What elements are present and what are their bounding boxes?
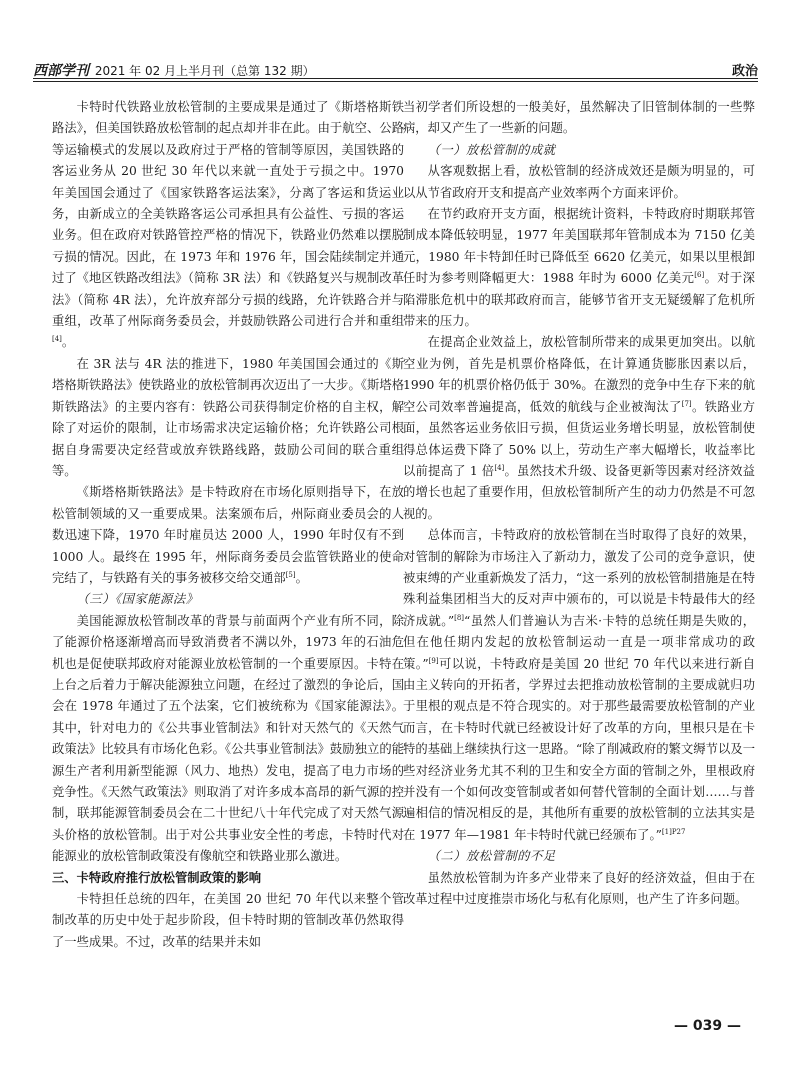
issue-info: 2021 年 02 月上半月刊（总第 132 期） (94, 64, 315, 78)
header-rule (33, 81, 758, 82)
citation: [6] (694, 271, 705, 280)
subsection-heading: （三）《国家能源法》 (76, 592, 199, 607)
section-heading: 三、卡特政府推行放松管制政策的影响 (52, 870, 262, 885)
paragraph: 从客观数据上看，放松管制的经济成效还是颇为明显的，可以从节省政府开支和提高产业效率两个方面来评价。 (403, 164, 755, 200)
paragraph: 总体而言，卡特政府的放松管制在当时取得了良好的效果，对管制的解除为市场注入了新动力，激发了公司的竞争意识，使被束缚的产业重新焕发了活力，“这一系列的放松管制措施是在特殊利益集团相当大的反对声中颁布的，可以说是卡特最伟大的经济成就。”[8]“虽然人们普遍认为吉米·卡特的总统任期是失败的，但在他任期内发起的放松管制运动一直是一项非常成功的政策。”[9]可以说，卡特政府是美国 20 世纪 70 年代以来进行新自由主义转向的开拓者，学界过去把推动放松管制的主要成就归功于里根的观点是不符合现实的。对于那些最需要放松管制的产业而言，在卡特时代就已经被设计好了改革的方向，里根只是在卡特的基础上继续执行这一思路。“除了削减政府的繁文缛节以及一些对经济业务尤其不利的卫生和安全方面的管制之外，里根政府并没有一个如何改变管制或者如何替代管制的全面计划……与普遍相信的情况相反的是，其他所有重要的放松管制的立法其实是在 1977 年—1981 年卡特时代就已经颁布了。”$^{[1]P27}$ (403, 528, 755, 842)
citation: [8] (454, 613, 465, 622)
paragraph: 卡特时代铁路业放松管制的主要成果是通过了《斯塔格斯铁路法》，但美国铁路放松管制的起点却并非在此。由于航空、公路等运输模式的发展以及政府过于严格的管制等原因，美国铁路的客运业务从 20 世纪 30 年代以来就一直处于亏损之中。1970 年美国国会通过了《国家铁路客运法案》，分离了客运和货运业务，由新成立的全美铁路客运公司承担具有公益性、亏损的客运业务。但在政府对铁路管控严格的情况下，铁路业仍然难以摆脱亏损的情况。因此，在 1973 年和 1976 年，国会陆续制定并通过了《地区铁路改组法》（简称 3R 法）和《铁路复兴与规制改革法》（简称 4R 法），允许放弃部分亏损的线路，允许铁路合并与重组，改革了州际商务委员会，并鼓励铁路公司进行合并和重组[4]。 (52, 100, 404, 350)
paragraph: 《斯塔格斯铁路法》是卡特政府在市场化原则指导下，在放松管制领域的又一重要成果。法案颁布后，州际商业委员会的人数迅速下降，1970 年时雇员达 2000 人，1990 年时仅有不到 1000 人。最终在 1995 年，州际商务委员会监管铁路业的使命完结了，与铁路有关的事务被移交给交通部[5]。 (52, 485, 404, 585)
journal-name: 西部学刊 (33, 63, 89, 79)
citation: [7] (681, 399, 692, 408)
subsection-heading: （二）放松管制的不足 (427, 849, 556, 864)
citation: [4] (52, 335, 62, 344)
paragraph: 在节约政府开支方面，根据统计资料，卡特政府时期联邦管制成本降低较明显，1977 年美国联邦年管制成本为 7150 亿美元，1980 年卡特卸任时已降低至 6620 亿美元，如果以里根卸任时为参考则降幅更大：1988 年时为 6000 亿美元[6]。对于深陷滞胀危机中的联邦政府而言，能够节省开支无疑缓解了危机所带来的压力。 (403, 207, 755, 329)
paragraph: 美国能源放松管制改革的背景与前面两个产业有所不同，除了能源价格逐渐增高而导致消费者不满以外，1973 年的石油危机也是促使联邦政府对能源业放松管制的一个重要原因。卡特在上台之后着力于解决能源独立问题，在经过了激烈的争论后，国会在 1978 年通过了五个法案，它们被统称为《国家能源法》。其中，针对电力的《公共事业管制法》和针对天然气的《天然气政策法》比较具有市场化色彩。《公共事业管制法》鼓励独立的能源生产者利用新型能源（风力、地热）发电，提高了电力市场的竞争性。《天然气政策法》则取消了对许多成本高昂的新气源的控制，联邦能源管制委员会在二十世纪八十年代完成了对天然气源头价格的放松管制。出于对公共事业安全性的考虑，卡特时代对能源业的放松管制政策没有像航空和铁路业那么激进。 (52, 613, 404, 864)
header-rule (33, 78, 758, 79)
right-column (403, 97, 755, 910)
paragraph: 卡特担任总统的四年，在美国 20 世纪 70 年代以来整个管制改革的历史中处于起步阶段，但卡特时期的管制改革仍然取得了一些成果。不过，改革的结果并未如 (52, 892, 404, 949)
paragraph: 在 3R 法与 4R 法的推进下，1980 年美国国会通过的《斯塔格斯铁路法》使铁路业的放松管制再次迈出了一大步。《斯塔格斯铁路法》的主要内容有：铁路公司获得制定价格的自主权，解除了对运价的限制，让市场需求决定运输价格；允许铁路公司根据自身需要决定经营或放弃铁路线路，鼓励公司间的联合重组等。 (52, 356, 404, 478)
left-column (52, 97, 404, 953)
paragraph: 在提高企业效益上，放松管制所带来的成果更加突出。以航空业为例，首先是机票价格降低，在计算通货膨胀因素以后，1990 年的机票价格仍低于 30%。在激烈的竞争中生存下来的航空公司效率普遍提高，低效的航线与企业被淘汰了[7]。铁路业方面，虽然客运业务依旧亏损，但货运业务增长明显，放松管制使得总体运费下降了 50% 以上，劳动生产率大幅增长，收益率比以前提高了 1 倍[4]。虽然技术升级、设备更新等因素对经济效益的增长也起了重要作用，但放松管制所产生的动力仍然是不可忽视的。 (403, 335, 755, 521)
paragraph: 虽然放松管制为许多产业带来了良好的经济效益，但由于在改革过程中过度推崇市场化与私有化原则，也产生了许多问题。 (403, 870, 755, 907)
citation: [5] (285, 570, 296, 579)
header-left (33, 60, 315, 80)
paragraph: 当初学者们所设想的一般美好，虽然解决了旧管制体制的一些弊病，却又产生了一些新的问题。 (403, 100, 755, 136)
section-label: 政治 (731, 64, 758, 79)
citation: [1]P27 (661, 827, 686, 836)
citation: [9] (428, 656, 439, 665)
page-number: — 039 — (674, 1018, 741, 1034)
page-header (33, 58, 758, 80)
subsection-heading: （一）放松管制的成就 (427, 142, 556, 157)
citation: [4] (494, 463, 505, 472)
